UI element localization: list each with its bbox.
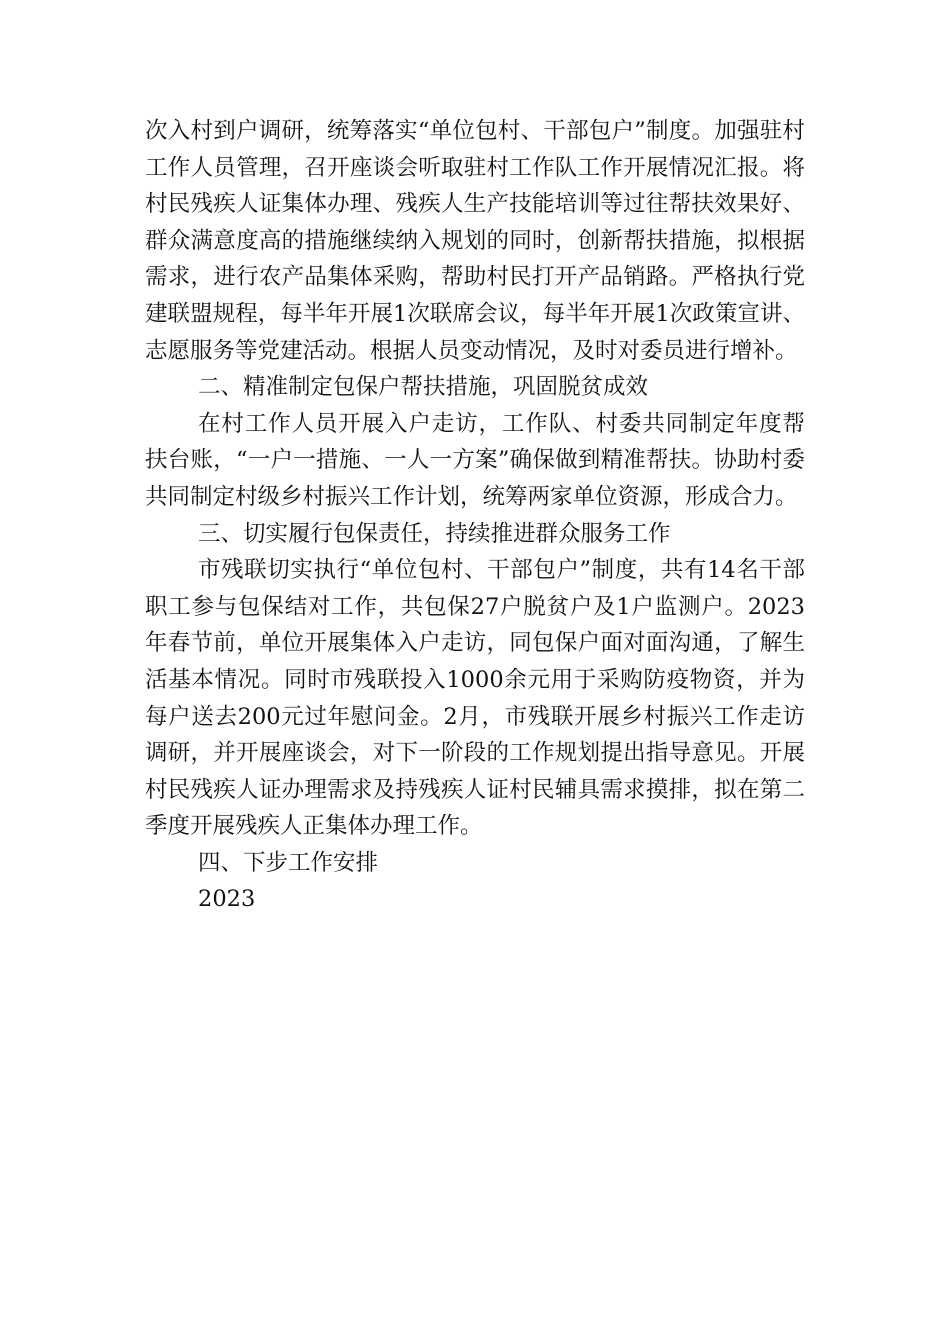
paragraph-section-3: 市残联切实执行“单位包村、干部包户”制度，共有14名干部职工参与包保结对工作，共包保27户脱贫户及1户监测户。2023年春节前，单位开展集体入户走访，同包保户面对面沟通，了解生活基本情况。同时市残联投入1000余元用于采购防疫物资，并为每户送去200元过年慰问金。2月，市残联开展乡村振兴工作走访调研，并开展座谈会，对下一阶段的工作规划提出指导意见。开展村民残疾人证办理需求及持残疾人证村民辅具需求摸排，拟在第二季度开展残疾人正集体办理工作。 xyxy=(145,557,805,840)
section-heading-3: 三、切实履行包保责任，持续推进群众服务工作 xyxy=(198,520,671,547)
section-heading-2: 二、精准制定包保户帮扶措施，巩固脱贫成效 xyxy=(198,374,649,401)
section-heading-4: 四、下步工作安排 xyxy=(198,849,379,876)
paragraph-section-4: 2023 xyxy=(198,886,256,913)
document-body xyxy=(145,113,805,918)
paragraph-section-2: 在村工作人员开展入户走访，工作队、村委共同制定年度帮扶台账，“一户一措施、一人一方案”确保做到精准帮扶。协助村委共同制定村级乡村振兴工作计划，统筹两家单位资源，形成合力。 xyxy=(145,410,805,510)
paragraph-continued: 次入村到户调研，统筹落实“单位包村、干部包户”制度。加强驻村工作人员管理，召开座谈会听取驻村工作队工作开展情况汇报。将村民残疾人证集体办理、残疾人生产技能培训等过往帮扶效果好、群众满意度高的措施继续纳入规划的同时，创新帮扶措施，拟根据需求，进行农产品集体采购，帮助村民打开产品销路。严格执行党建联盟规程，每半年开展1次联席会议，每半年开展1次政策宣讲、志愿服务等党建活动。根据人员变动情况，及时对委员进行增补。 xyxy=(145,118,805,364)
